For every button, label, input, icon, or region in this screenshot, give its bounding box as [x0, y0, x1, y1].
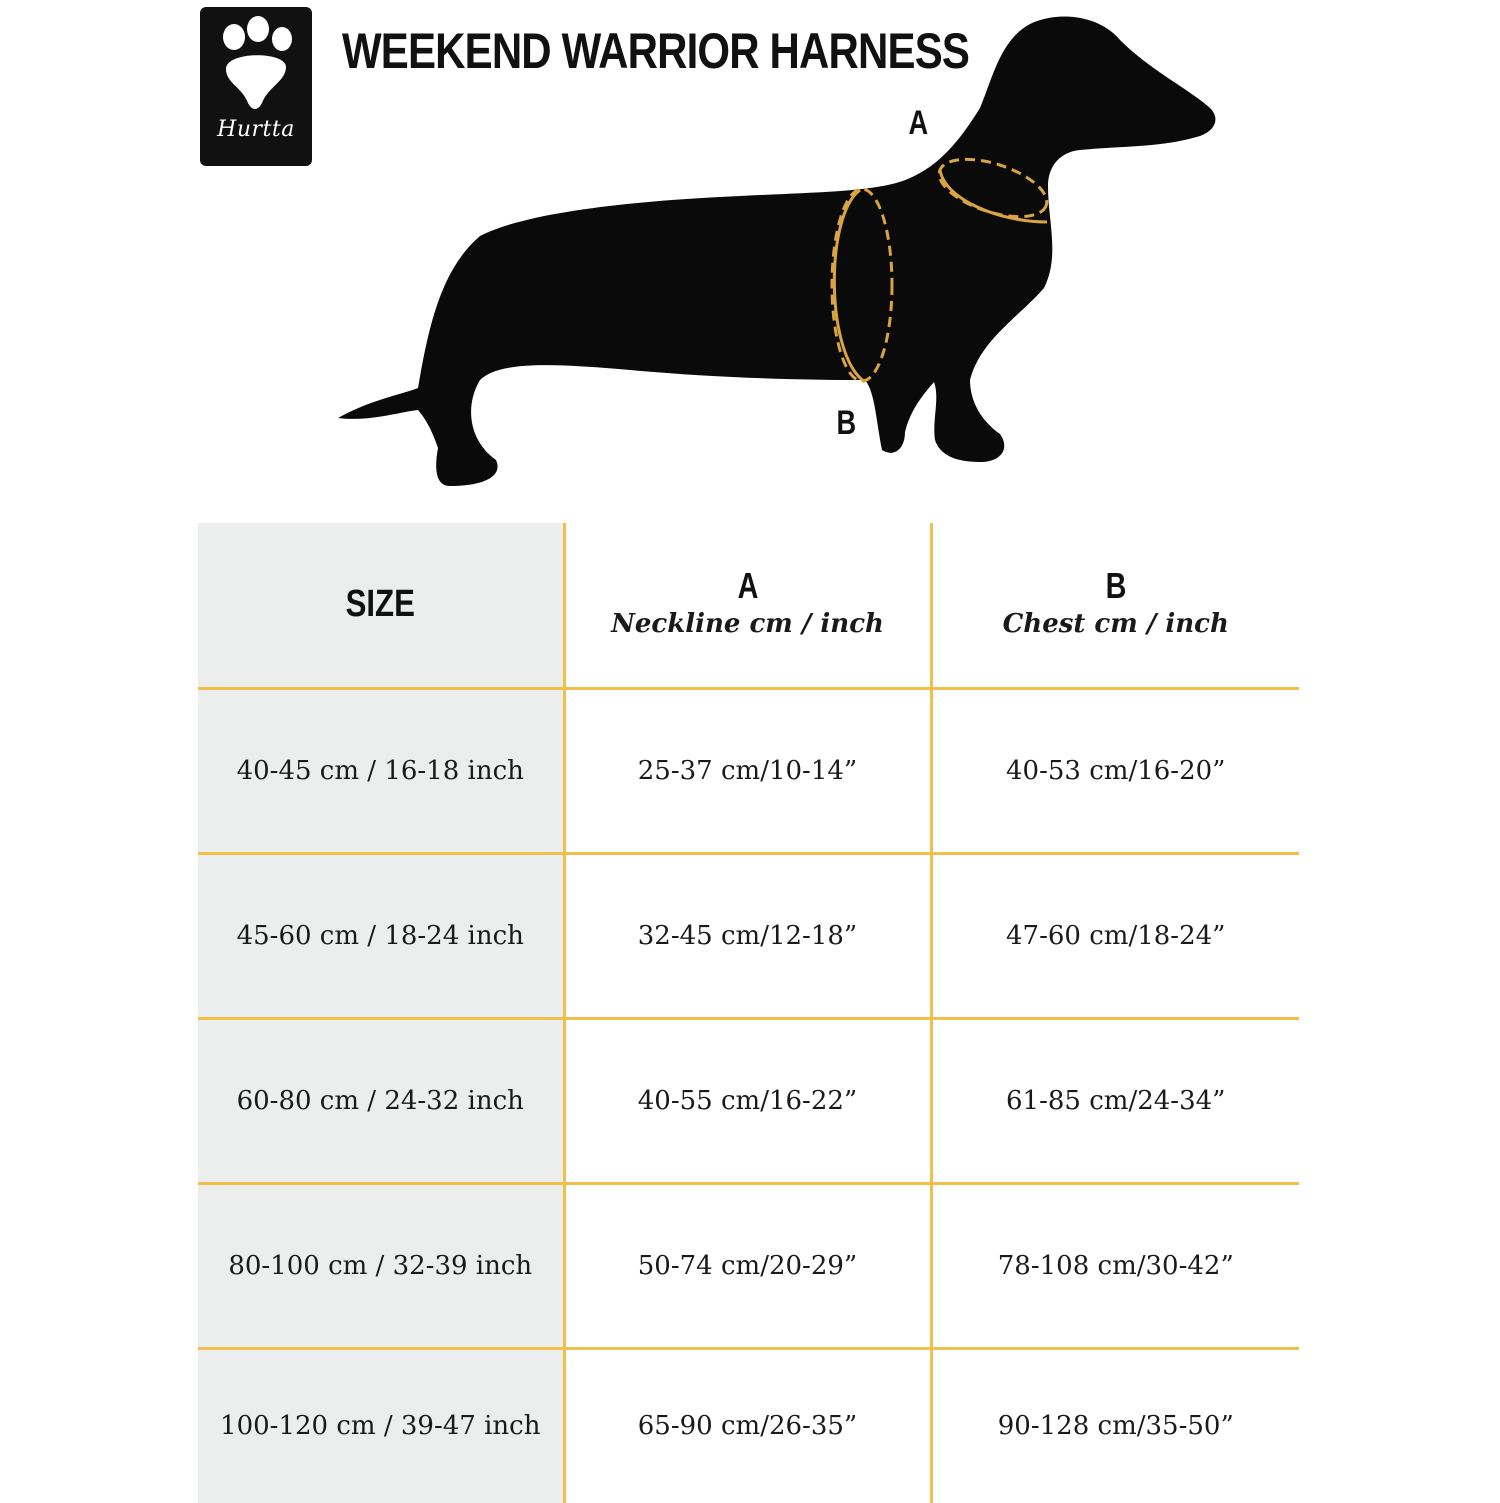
brand-logo: [200, 7, 312, 166]
marker-a-label: A: [908, 104, 929, 142]
dog-body: [338, 17, 1215, 486]
size-cell: 45-60 cm / 18-24 inch: [236, 920, 524, 951]
header-chest: [931, 523, 1299, 688]
chest-cell: 47-60 cm/18-24”: [1006, 920, 1226, 951]
neckline-cell: 40-55 cm/16-22”: [637, 1085, 858, 1116]
size-cell: 60-80 cm / 24-32 inch: [236, 1085, 524, 1116]
neckline-cell: 65-90 cm/26-35”: [637, 1411, 858, 1442]
dachshund-silhouette-icon: [320, 0, 1240, 500]
paw-icon: [200, 7, 312, 117]
table-row: [198, 1183, 1299, 1348]
header-size: SIZE: [198, 523, 564, 688]
table-row: [198, 1018, 1299, 1183]
table-row: [198, 853, 1299, 1018]
table-header-row: [198, 523, 1299, 688]
brand-name: Hurtta: [217, 117, 295, 142]
neckline-cell: 50-74 cm/20-29”: [637, 1250, 858, 1281]
neckline-cell: 25-37 cm/10-14”: [637, 755, 858, 786]
marker-b-label: B: [836, 404, 857, 442]
header-neckline: [564, 523, 931, 688]
neckline-cell: 32-45 cm/12-18”: [637, 920, 858, 951]
size-cell: 80-100 cm / 32-39 inch: [228, 1250, 533, 1281]
page-title: WEEKEND WARRIOR HARNESS: [342, 23, 970, 79]
header-neckline-letter: A: [737, 564, 758, 606]
size-chart-table: [198, 523, 1299, 1503]
size-cell: 40-45 cm / 16-18 inch: [236, 755, 524, 786]
header-chest-letter: B: [1105, 564, 1127, 606]
table-row: [198, 688, 1299, 853]
chest-cell: 61-85 cm/24-34”: [1006, 1085, 1226, 1116]
size-cell: 100-120 cm / 39-47 inch: [220, 1411, 541, 1442]
table-row: [198, 1348, 1299, 1503]
header-chest-label: Chest cm / inch: [1002, 608, 1229, 639]
chest-cell: 40-53 cm/16-20”: [1006, 755, 1226, 786]
dog-diagram: [320, 0, 1240, 500]
chest-cell: 90-128 cm/35-50”: [997, 1411, 1234, 1442]
header-neckline-label: Neckline cm / inch: [611, 608, 884, 639]
chest-cell: 78-108 cm/30-42”: [997, 1250, 1234, 1281]
